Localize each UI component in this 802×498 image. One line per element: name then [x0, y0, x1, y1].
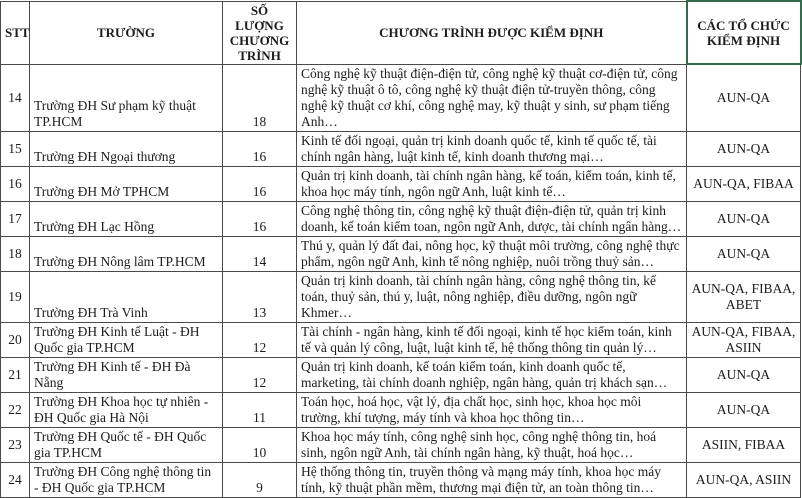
- cell-stt: 17: [1, 201, 30, 236]
- cell-school: Trường ĐH Kinh tế Luật - ĐH Quốc gia TP.HCM: [30, 322, 223, 357]
- cell-accrediting-organizations: ASIIN, FIBAA: [687, 427, 801, 462]
- cell-school: Trường ĐH Sư phạm kỹ thuật TP.HCM: [30, 64, 223, 131]
- cell-program-count: 18: [223, 64, 297, 131]
- table-row: [1, 64, 801, 131]
- cell-accredited-programs: Kinh tế đối ngoại, quản trị kinh doanh quốc tế, kinh tế quốc tế, tài chính ngân hàng, luật kinh tế, kinh doanh thương mại…: [297, 131, 687, 166]
- column-header-accredited-programs: CHƯƠNG TRÌNH ĐƯỢC KIỂM ĐỊNH: [297, 1, 687, 64]
- cell-stt: 14: [1, 64, 30, 131]
- header-row: [1, 1, 801, 64]
- cell-accrediting-organizations: AUN-QA: [687, 392, 801, 427]
- table-header: [1, 1, 801, 64]
- cell-accrediting-organizations: AUN-QA, ASIIN: [687, 462, 801, 497]
- cell-accredited-programs: Công nghệ kỹ thuật điện-điện tử, công nghệ kỹ thuật cơ-điện tử, công nghệ kỹ thuật ô tô, công nghệ kỹ thuật điện tử-truyền thông, công nghệ kỹ thuật cơ khí, công nghệ may, kỹ thuật y sinh, sư phạm tiếng Anh…: [297, 64, 687, 131]
- table-row: [1, 427, 801, 462]
- cell-school: Trường ĐH Quốc tế - ĐH Quốc gia TP.HCM: [30, 427, 223, 462]
- cell-program-count: 13: [223, 271, 297, 322]
- cell-program-count: 16: [223, 201, 297, 236]
- cell-accrediting-organizations: AUN-QA: [687, 201, 801, 236]
- cell-school: Trường ĐH Ngoại thương: [30, 131, 223, 166]
- table-row: [1, 131, 801, 166]
- cell-program-count: 12: [223, 357, 297, 392]
- cell-school: Trường ĐH Nông lâm TP.HCM: [30, 236, 223, 271]
- cell-school: Trường ĐH Khoa học tự nhiên - ĐH Quốc gia Hà Nội: [30, 392, 223, 427]
- cell-accredited-programs: Toán học, hoá học, vật lý, địa chất học, sinh học, khoa học môi trường, khí tượng, máy tính và khoa học thông tin…: [297, 392, 687, 427]
- table-row: [1, 392, 801, 427]
- cell-school: Trường ĐH Mở TPHCM: [30, 166, 223, 201]
- cell-school: Trường ĐH Kinh tế - ĐH Đà Nẵng: [30, 357, 223, 392]
- table-row: [1, 236, 801, 271]
- cell-accredited-programs: Quản trị kinh doanh, tài chính ngân hàng, kế toán, kiểm toán, kinh tế, khoa học máy tính, ngôn ngữ Anh, luật kinh tế…: [297, 166, 687, 201]
- table-row: [1, 201, 801, 236]
- cell-accrediting-organizations: AUN-QA: [687, 357, 801, 392]
- cell-stt: 18: [1, 236, 30, 271]
- cell-stt: 21: [1, 357, 30, 392]
- cell-stt: 22: [1, 392, 30, 427]
- cell-accrediting-organizations: AUN-QA, FIBAA, ASIIN: [687, 322, 801, 357]
- table-row: [1, 271, 801, 322]
- cell-program-count: 9: [223, 462, 297, 497]
- cell-accredited-programs: Thú y, quản lý đất đai, nông học, kỹ thuật môi trường, công nghệ thực phẩm, ngôn ngữ Anh, kinh tế nông nghiệp, nuôi trồng thuỷ sản…: [297, 236, 687, 271]
- table-row: [1, 357, 801, 392]
- cell-stt: 23: [1, 427, 30, 462]
- cell-program-count: 14: [223, 236, 297, 271]
- cell-accrediting-organizations: AUN-QA: [687, 236, 801, 271]
- cell-accredited-programs: Quản trị kinh doanh, kế toán kiểm toán, kinh doanh quốc tế, marketing, tài chính doanh nghiệp, ngân hàng, quản trị khách sạn…: [297, 357, 687, 392]
- cell-accredited-programs: Công nghệ thông tin, công nghệ kỹ thuật điện-điện tử, quản trị kinh doanh, kế toán kiểm toan, ngôn ngữ Anh, dược, tài chính ngân hàng…: [297, 201, 687, 236]
- cell-program-count: 12: [223, 322, 297, 357]
- cell-stt: 24: [1, 462, 30, 497]
- cell-program-count: 16: [223, 166, 297, 201]
- cell-program-count: 16: [223, 131, 297, 166]
- column-header-program-count: SỐ LƯỢNG CHƯƠNG TRÌNH: [223, 1, 297, 64]
- cell-stt: 19: [1, 271, 30, 322]
- cell-school: Trường ĐH Lạc Hồng: [30, 201, 223, 236]
- column-header-school: TRƯỜNG: [30, 1, 223, 64]
- cell-accrediting-organizations: AUN-QA, FIBAA: [687, 166, 801, 201]
- table-row: [1, 166, 801, 201]
- cell-accrediting-organizations: AUN-QA: [687, 64, 801, 131]
- cell-program-count: 11: [223, 392, 297, 427]
- cell-program-count: 10: [223, 427, 297, 462]
- table-row: [1, 462, 801, 497]
- cell-accrediting-organizations: AUN-QA: [687, 131, 801, 166]
- table-body: [1, 64, 801, 497]
- table-row: [1, 322, 801, 357]
- cell-accredited-programs: Khoa học máy tính, công nghệ sinh học, công nghệ thông tin, hoá sinh, ngôn ngữ Anh, tài chính ngân hàng, kỹ thuật, hoá học…: [297, 427, 687, 462]
- column-header-accrediting-organizations: CÁC TỔ CHỨC KIỂM ĐỊNH: [687, 1, 801, 64]
- cell-school: Trường ĐH Trà Vinh: [30, 271, 223, 322]
- cell-accredited-programs: Tài chính - ngân hàng, kinh tế đối ngoại, kinh tế học kiểm toán, kinh tế và quản lý công, luật, luật kinh tế, hệ thống thông tin quản lý…: [297, 322, 687, 357]
- cell-accredited-programs: Hệ thống thông tin, truyền thông và mạng máy tính, khoa học máy tính, kỹ thuật phần mềm, thương mại điện tử, an toàn thông tin…: [297, 462, 687, 497]
- cell-stt: 20: [1, 322, 30, 357]
- cell-stt: 16: [1, 166, 30, 201]
- cell-accredited-programs: Quản trị kinh doanh, tài chính ngân hàng, công nghệ thông tin, kế toán, thuỷ sản, thú y, luật, nông nghiệp, điều dưỡng, ngôn ngữ Khmer…: [297, 271, 687, 322]
- cell-school: Trường ĐH Công nghệ thông tin - ĐH Quốc gia TP.HCM: [30, 462, 223, 497]
- cell-accrediting-organizations: AUN-QA, FIBAA, ABET: [687, 271, 801, 322]
- column-header-stt: STT: [1, 1, 30, 64]
- cell-stt: 15: [1, 131, 30, 166]
